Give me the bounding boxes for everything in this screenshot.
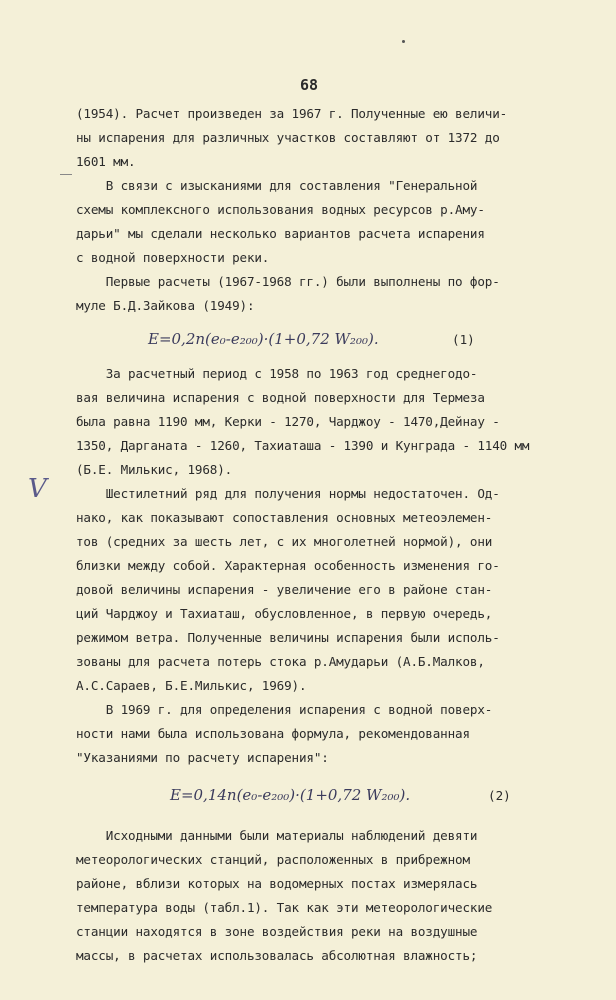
text-line: 1601 мм. bbox=[76, 154, 136, 169]
text-line: нако, как показывают сопоставления основных метеоэлемен- bbox=[76, 510, 493, 525]
text-line: метеорологических станций, расположенных в прибрежном bbox=[76, 852, 470, 867]
text-line: ций Чарджоу и Тахиаташ, обусловленное, в первую очередь, bbox=[76, 606, 493, 621]
text-line: температура воды (табл.1). Так как эти метеорологические bbox=[76, 900, 493, 915]
text-line: ны испарения для различных участков составляют от 1372 до bbox=[76, 130, 500, 145]
text-line: режимом ветра. Полученные величины испарения были исполь- bbox=[76, 630, 500, 645]
formula-2: E=0,14n(e₀-e₂₀₀)·(1+0,72 W₂₀₀). bbox=[170, 786, 411, 804]
text-line: схемы комплексного использования водных ресурсов р.Аму- bbox=[76, 202, 485, 217]
text-line: Шестилетний ряд для получения нормы недостаточен. Од- bbox=[76, 486, 500, 501]
text-line: За расчетный период с 1958 по 1963 год среднегодо- bbox=[76, 366, 478, 381]
text-line: станции находятся в зоне воздействия реки на воздушные bbox=[76, 924, 478, 939]
text-line: "Указаниями по расчету испарения": bbox=[76, 750, 329, 765]
formula-1-number: (1) bbox=[452, 332, 475, 347]
text-line: муле Б.Д.Зайкова (1949): bbox=[76, 298, 255, 313]
formula-2-number: (2) bbox=[488, 788, 511, 803]
text-line: зованы для расчета потерь стока р.Амударьи (А.Б.Малков, bbox=[76, 654, 485, 669]
text-line: близки между собой. Характерная особенность изменения го- bbox=[76, 558, 500, 573]
text-line: ности нами была использована формула, рекомендованная bbox=[76, 726, 470, 741]
text-line: была равна 1190 мм, Керки - 1270, Чарджоу - 1470,Дейнау - bbox=[76, 414, 500, 429]
text-line: Исходными данными были материалы наблюдений девяти bbox=[76, 828, 478, 843]
text-line: Первые расчеты (1967-1968 гг.) были выполнены по фор- bbox=[76, 274, 500, 289]
text-line: В связи с изысканиями для составления "Генеральной bbox=[76, 178, 478, 193]
text-line: А.С.Сараев, Б.Е.Милькис, 1969). bbox=[76, 678, 307, 693]
text-line: вая величина испарения с водной поверхности для Термеза bbox=[76, 390, 485, 405]
margin-dash-mark bbox=[60, 174, 72, 175]
text-line: (1954). Расчет произведен за 1967 г. Полученные ею величи- bbox=[76, 106, 508, 121]
text-line: массы, в расчетах использовалась абсолютная влажность; bbox=[76, 948, 478, 963]
text-line: дарьи" мы сделали несколько вариантов расчета испарения bbox=[76, 226, 485, 241]
text-line: с водной поверхности реки. bbox=[76, 250, 270, 265]
text-line: В 1969 г. для определения испарения с водной поверх- bbox=[76, 702, 493, 717]
margin-check-mark: V bbox=[28, 474, 47, 504]
text-line: 1350, Дарганата - 1260, Тахиаташа - 1390 и Кунграда - 1140 мм bbox=[76, 438, 530, 453]
text-line: довой величины испарения - увеличение его в районе стан- bbox=[76, 582, 493, 597]
text-line: районе, вблизи которых на водомерных постах измерялась bbox=[76, 876, 478, 891]
page-number: 68 bbox=[300, 76, 319, 94]
text-line: тов (средних за шесть лет, с их многолетней нормой), они bbox=[76, 534, 493, 549]
formula-1: E=0,2n(e₀-e₂₀₀)·(1+0,72 W₂₀₀). bbox=[148, 330, 379, 348]
text-line: (Б.Е. Милькис, 1968). bbox=[76, 462, 233, 477]
speck bbox=[402, 40, 405, 43]
